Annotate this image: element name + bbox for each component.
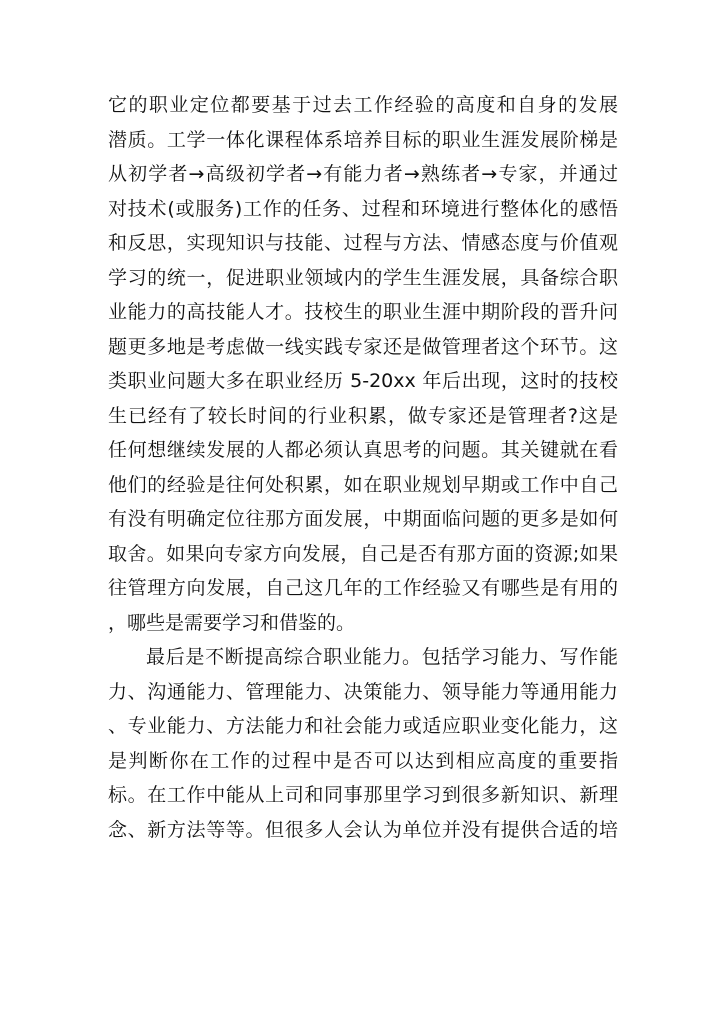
text-line: 潜质。工学一体化课程体系培养目标的职业生涯发展阶梯是 [108, 128, 618, 151]
body-text [108, 88, 618, 847]
text-line: ，哪些是需要学习和借鉴的。 [108, 611, 356, 634]
text-line: 任何想继续发展的人都必须认真思考的问题。其关键就在看 [108, 439, 618, 461]
text-line: 往管理方向发展，自己这几年的工作经验又有哪些是有用的 [108, 577, 618, 599]
paragraph-comprehensive-ability [108, 640, 618, 847]
text-line: 念、新方法等等。但很多人会认为单位并没有提供合适的培 [108, 818, 618, 841]
paragraph-career-positioning [108, 88, 618, 640]
text-line: 、专业能力、方法能力和社会能力或适应职业变化能力，这 [108, 715, 618, 737]
text-line: 标。在工作中能从上司和同事那里学习到很多新知识、新理 [108, 784, 618, 806]
text-line: 业能力的高技能人才。技校生的职业生涯中期阶段的晋升问 [108, 301, 618, 323]
text-line: 从初学者→高级初学者→有能力者→熟练者→专家，并通过 [108, 163, 618, 185]
text-line: 和反思，实现知识与技能、过程与方法、情感态度与价值观 [108, 232, 618, 254]
text-line: 类职业问题大多在职业经历 5-20xx 年后出现，这时的技校 [108, 370, 618, 392]
text-line: 学习的统一，促进职业领域内的学生生涯发展，具备综合职 [108, 266, 618, 289]
text-line: 他们的经验是往何处积累，如在职业规划早期或工作中自己 [108, 473, 618, 496]
text-line: 生已经有了较长时间的行业积累，做专家还是管理者?这是 [108, 404, 618, 427]
text-line: 题更多地是考虑做一线实践专家还是做管理者这个环节。这 [108, 335, 618, 358]
text-line: 它的职业定位都要基于过去工作经验的高度和自身的发展 [108, 94, 618, 116]
text-line: 力、沟通能力、管理能力、决策能力、领导能力等通用能力 [108, 680, 618, 703]
text-line: 取舍。如果向专家方向发展，自己是否有那方面的资源;如果 [108, 542, 618, 565]
text-line: 对技术(或服务)工作的任务、过程和环境进行整体化的感悟 [108, 197, 618, 220]
text-line: 有没有明确定位往那方面发展，中期面临问题的更多是如何 [108, 508, 618, 530]
text-line: 是判断你在工作的过程中是否可以达到相应高度的重要指 [108, 749, 618, 772]
text-line: 最后是不断提高综合职业能力。包括学习能力、写作能 [146, 646, 618, 668]
